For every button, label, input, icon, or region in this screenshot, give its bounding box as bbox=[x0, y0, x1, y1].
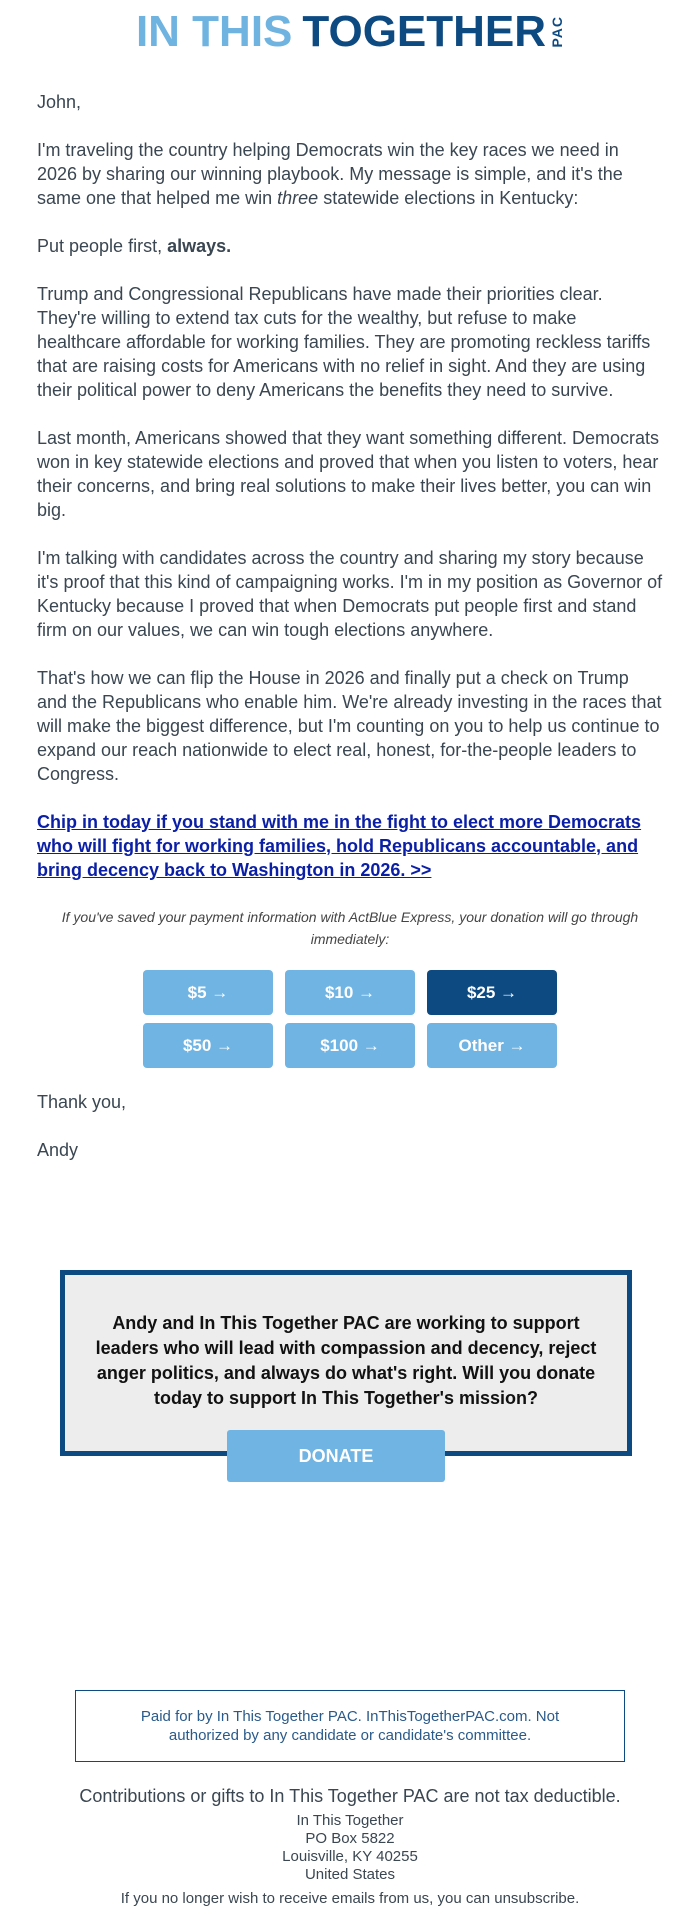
donate-other-button[interactable]: Other → bbox=[427, 1023, 557, 1068]
tax-note: Contributions or gifts to In This Together PAC are not tax deductible. bbox=[79, 1786, 621, 1806]
paid-for-disclaimer: Paid for by In This Together PAC. InThisTogetherPAC.com. Not authorized by any candidate or candidate's committee. bbox=[75, 1690, 625, 1762]
paragraph-3: Trump and Congressional Republicans have made their priorities clear. They're willing to extend tax cuts for the wealthy, but refuse to make healthcare affordable for working families. They are promoting reckless tariffs that are raising costs for Americans with no relief in sight. And they are using their political power to deny Americans the benefits they need to survive. bbox=[37, 284, 651, 400]
paragraph-2-bold: always. bbox=[167, 236, 232, 256]
paragraph-1 bbox=[37, 138, 663, 210]
donate-button[interactable]: DONATE bbox=[227, 1430, 445, 1482]
actblue-express-note: If you've saved your payment information with ActBlue Express, your donation will go through immediately: bbox=[61, 909, 639, 947]
logo bbox=[0, 7, 700, 56]
paragraph-2-text: Put people first, bbox=[37, 236, 168, 256]
donation-amount-grid bbox=[37, 970, 663, 1068]
unsubscribe-note[interactable]: If you no longer wish to receive emails from us, you can unsubscribe. bbox=[120, 1890, 580, 1907]
donate-50-button[interactable]: $50 → bbox=[143, 1023, 273, 1068]
appeal-message: Andy and In This Together PAC are working to support leaders who will lead with compassion and decency, reject anger politics, and always do what's right. Will you donate today to support In This Together's mission? bbox=[95, 1313, 597, 1408]
donate-100-button[interactable]: $100 → bbox=[285, 1023, 415, 1068]
address-country: United States bbox=[304, 1866, 396, 1883]
paragraph-6: That's how we can flip the House in 2026 and finally put a check on Trump and the Republicans who enable him. We're already investing in the races that will make the biggest difference, but I'm counting on you to help us continue to expand our reach nationwide to elect real, honest, for-the-people leaders to Congress. bbox=[37, 668, 662, 784]
logo-text-dark: TOGETHER bbox=[302, 7, 547, 56]
logo-pac: PAC bbox=[549, 16, 566, 48]
letter-body bbox=[37, 90, 663, 1186]
paragraph-4: Last month, Americans showed that they want something different. Democrats won in key statewide elections and proved that when you listen to voters, hear their concerns, and bring real solutions to make their lives better, you can win big. bbox=[37, 428, 659, 520]
paragraph-1-emphasis: three bbox=[277, 188, 319, 208]
appeal-box bbox=[60, 1270, 632, 1466]
donate-10-button[interactable]: $10 → bbox=[285, 970, 415, 1015]
paragraph-1-text-b: statewide elections in Kentucky: bbox=[318, 188, 579, 208]
address-city: Louisville, KY 40255 bbox=[282, 1848, 418, 1865]
paragraph-5: I'm talking with candidates across the country and sharing my story because it's proof that this kind of campaigning works. I'm in my position as Governor of Kentucky because I proved that when Democrats put people first and stand firm on our values, we can win tough elections anywhere. bbox=[37, 548, 663, 640]
cta-link[interactable]: Chip in today if you stand with me in the fight to elect more Democrats who will fight for working families, hold Republicans accountable, and bring decency back to Washington in 2026. >> bbox=[37, 812, 642, 880]
address-po-box: PO Box 5822 bbox=[305, 1830, 395, 1847]
paragraph-2 bbox=[37, 234, 663, 258]
thanks: Thank you, bbox=[37, 1092, 127, 1112]
address-org: In This Together bbox=[296, 1812, 404, 1829]
donate-25-button[interactable]: $25 → bbox=[427, 970, 557, 1015]
paragraph-1-text-a: I'm traveling the country helping Democrats win the key races we need in 2026 by sharing our winning playbook. My message is simple, and it's the same one that helped me win bbox=[37, 140, 623, 208]
greeting: John, bbox=[37, 92, 82, 112]
mailing-address bbox=[0, 1812, 700, 1884]
logo-text-light: IN THIS bbox=[135, 7, 293, 56]
donate-5-button[interactable]: $5 → bbox=[143, 970, 273, 1015]
signature: Andy bbox=[37, 1140, 79, 1160]
